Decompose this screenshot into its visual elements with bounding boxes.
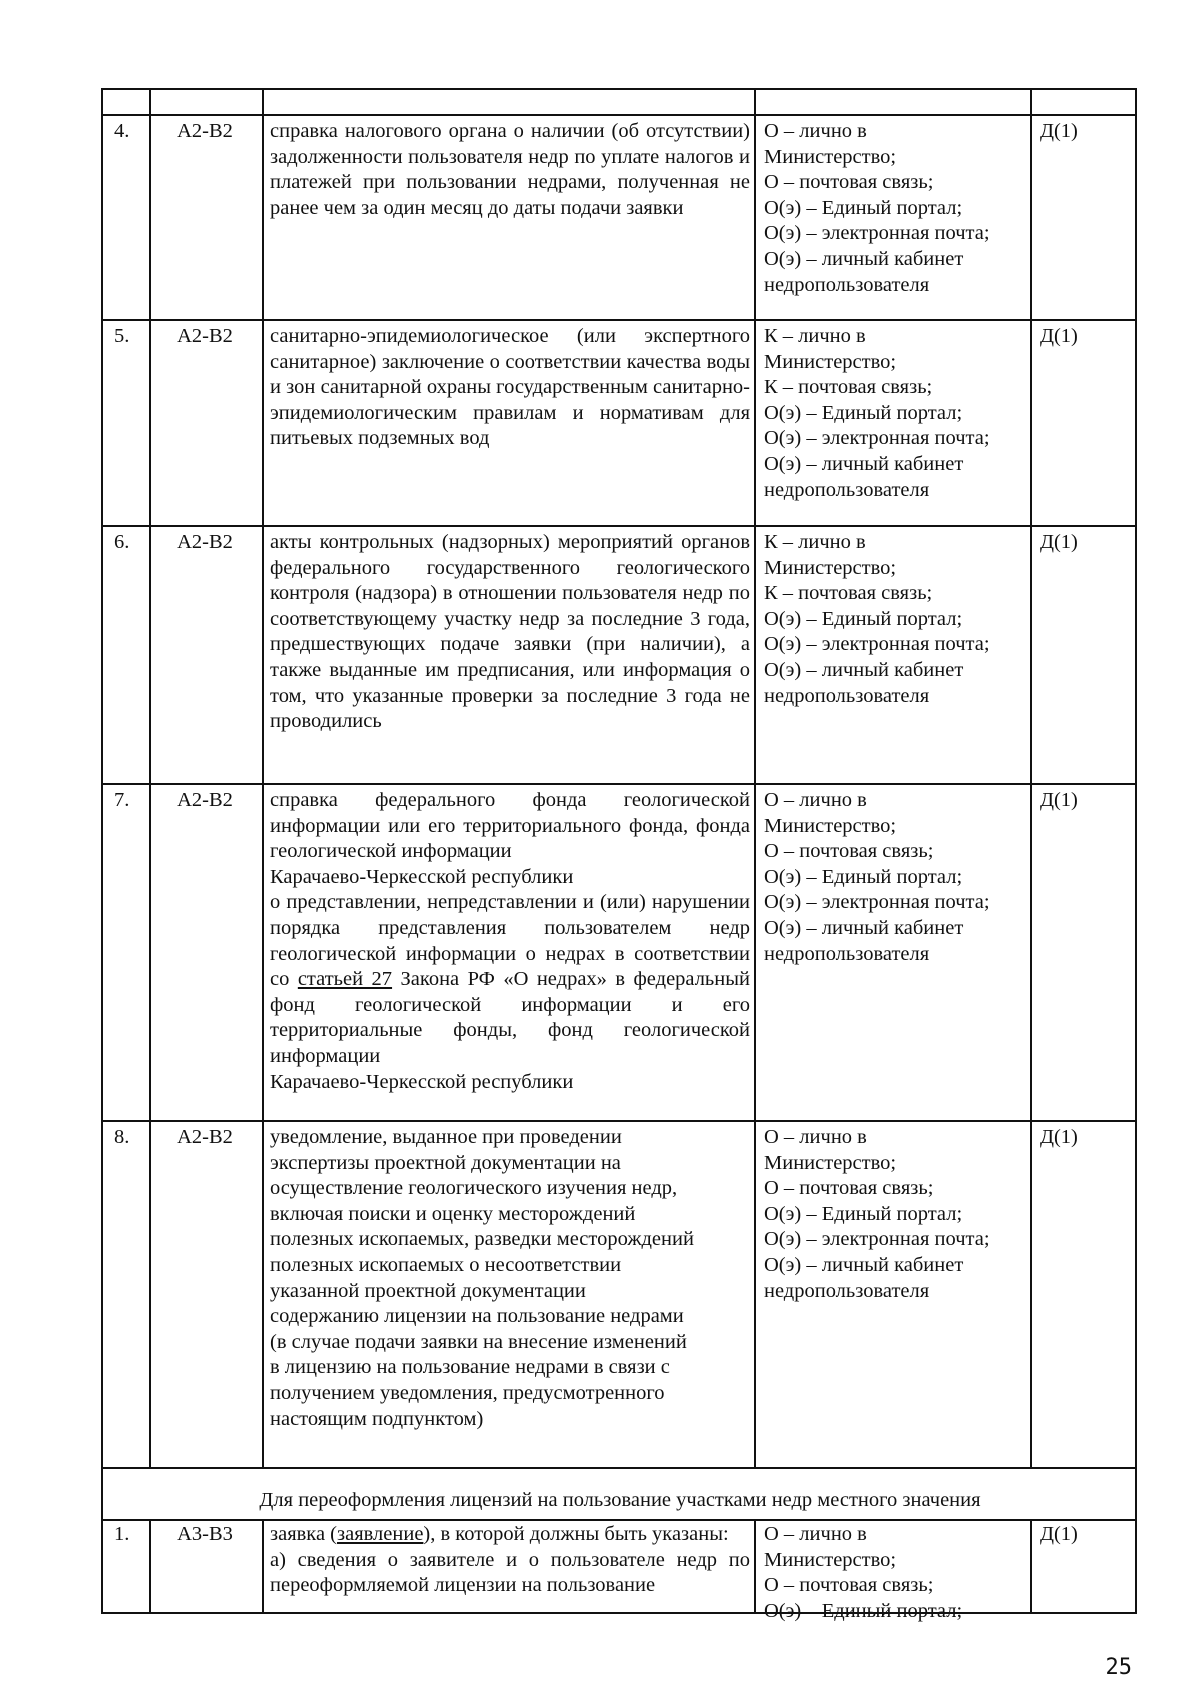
application-link[interactable]: заявление <box>337 1523 424 1545</box>
row-description-text: ), в которой должны быть указаны: а) сведения о заявителе и о пользователе недр по переоформляемой лицензии на пользование <box>270 1523 750 1597</box>
section-heading: Для переоформления лицензий на пользование участками недр местного значения <box>259 1488 981 1511</box>
table-border-top <box>101 88 1137 90</box>
row-description <box>270 788 750 1095</box>
row-description-text: справка федерального фонда геологической информации или его территориального фонда, фонда геологической информации Карачаево-Черкесской республики о представлении, непредставлении и (или) нарушении порядка представления пользователем недр геологической информации о недрах в соответствии со <box>270 789 750 991</box>
row-description: акты контрольных (надзорных) мероприятий органов федерального государственного геологического контроля (надзора) в отношении пользователя недр по соответствующему участку недр за последние 3 года, предшествующих подаче заявки (при наличии), а также выданные им предписания, или информация о том, что указанные проверки за последние 3 года не проводились <box>270 531 750 733</box>
row-code: А2-В2 <box>177 789 233 811</box>
row-description: уведомление, выданное при проведении экспертизы проектной документации на осуществление геологического изучения недр, включая поиски и оценку месторождений полезных ископаемых, разведки месторождений полезных ископаемых о несоответствии указанной проектной документации содержанию лицензии на пользование недрами (в случае подачи заявки на внесение изменений в лицензию на пользование недрами в связи с получением уведомления, предусмотренного настоящим подпунктом) <box>270 1126 694 1430</box>
row-number: 1. <box>114 1523 130 1545</box>
row-divider <box>101 525 1137 527</box>
table-divider-code <box>262 88 264 1467</box>
table-divider-code <box>262 1519 264 1614</box>
row-description: справка налогового органа о наличии (об отсутствии) задолженности пользователя недр по уплате налогов и платежей при пользовании недрами, полученная не ранее чем за один месяц до даты подачи заявки <box>270 120 750 219</box>
row-number: 5. <box>114 325 130 347</box>
page-number: 25 <box>1105 1655 1132 1680</box>
row-number: 4. <box>114 120 130 142</box>
row-description: санитарно-эпидемиологическое (или экспертного санитарное) заключение о соответствии качества воды и зон санитарной охраны государственным санитарно-эпидемиологическим правилам и нормативам для питьевых подземных вод <box>270 325 750 450</box>
row-mark: Д(1) <box>1040 1523 1078 1545</box>
row-divider <box>101 1519 1137 1521</box>
row-number: 7. <box>114 789 130 811</box>
table-border-right <box>1135 88 1137 1614</box>
row-mark: Д(1) <box>1040 531 1078 553</box>
table-divider-number <box>149 88 151 1467</box>
row-description <box>270 1522 750 1599</box>
row-submission-method: О – лично в Министерство; О – почтовая связь; О(э) – Единый портал; О(э) – электронная почта; О(э) – личный кабинет недропользователя <box>764 120 990 296</box>
row-divider <box>101 114 1137 116</box>
row-divider <box>101 1467 1137 1469</box>
row-submission-method: К – лично в Министерство; К – почтовая связь; О(э) – Единый портал; О(э) – электронная почта; О(э) – личный кабинет недропользователя <box>764 531 990 707</box>
law-article-link[interactable]: статьей 27 <box>297 968 393 991</box>
row-divider <box>101 319 1137 321</box>
row-code: А2-В2 <box>177 531 233 553</box>
row-description-text: заявка ( <box>270 1523 338 1545</box>
row-mark: Д(1) <box>1040 789 1078 811</box>
row-description-text: Закона РФ «О недрах» в федеральный фонд геологической информации и его территориальные фонды, фонд геологической информации Карачаево-Черкесской республики <box>270 968 750 1093</box>
row-mark: Д(1) <box>1040 1126 1078 1148</box>
row-submission-method: К – лично в Министерство; К – почтовая связь; О(э) – Единый портал; О(э) – электронная почта; О(э) – личный кабинет недропользователя <box>764 325 990 501</box>
row-code: А2-В2 <box>177 1126 233 1148</box>
table-divider-method <box>1030 88 1032 1467</box>
row-submission-method: О – лично в Министерство; О – почтовая связь; О(э) – Единый портал; О(э) – электронная почта; О(э) – личный кабинет недропользователя <box>764 789 990 965</box>
table-border-left <box>101 88 103 1614</box>
row-code: А3-В3 <box>177 1523 233 1545</box>
row-mark: Д(1) <box>1040 120 1078 142</box>
row-number: 8. <box>114 1126 130 1148</box>
row-mark: Д(1) <box>1040 325 1078 347</box>
row-code: А2-В2 <box>177 120 233 142</box>
row-divider <box>101 1120 1137 1122</box>
table-divider-description <box>754 1519 756 1614</box>
table-divider-method <box>1030 1519 1032 1614</box>
row-code: А2-В2 <box>177 325 233 347</box>
row-submission-method: О – лично в Министерство; О – почтовая связь; О(э) – Единый портал; <box>764 1523 963 1622</box>
row-number: 6. <box>114 531 130 553</box>
table-divider-number <box>149 1519 151 1614</box>
row-submission-method: О – лично в Министерство; О – почтовая связь; О(э) – Единый портал; О(э) – электронная почта; О(э) – личный кабинет недропользователя <box>764 1126 990 1302</box>
row-divider <box>101 783 1137 785</box>
table-divider-description <box>754 88 756 1467</box>
